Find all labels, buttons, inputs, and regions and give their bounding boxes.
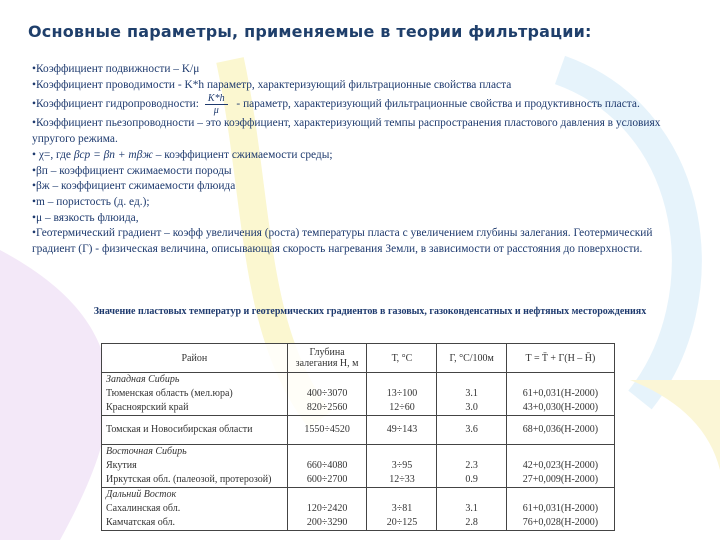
table-row <box>102 416 615 445</box>
table-cell: 2.3 <box>437 459 506 473</box>
table-row <box>102 387 615 401</box>
table-row <box>102 401 615 416</box>
table-cell <box>287 373 367 388</box>
transmissibility-label: •Коэффициент гидропроводности: <box>32 98 199 111</box>
compressibility-desc: – коэффициент сжимаемости среды; <box>152 148 333 161</box>
table-cell: Сахалинская обл. <box>102 502 288 516</box>
table-cell: 820÷2560 <box>287 401 367 416</box>
table-cell <box>367 488 437 503</box>
table-cell: 13÷100 <box>367 387 437 401</box>
table-caption: Значение пластовых температур и геотермических градиентов в газовых, газоконденсатных и нефтяных месторождениях <box>93 306 647 317</box>
table-cell <box>287 488 367 503</box>
table-cell: 3÷81 <box>367 502 437 516</box>
table-cell: 600÷2700 <box>287 473 367 488</box>
fluid-compressibility-line: •βж – коэффициент сжимаемости флюида <box>32 180 236 193</box>
column-header: Глубина залегания Н, м <box>287 344 367 373</box>
rock-compressibility-line: •βп – коэффициент сжимаемости породы <box>32 164 232 177</box>
table-group-row <box>102 488 615 503</box>
table-row <box>102 502 615 516</box>
table-cell: Томская и Новосибирская области <box>102 416 288 445</box>
table-cell: 0.9 <box>437 473 506 488</box>
viscosity-line: •μ – вязкость флюида, <box>32 211 139 224</box>
table-cell: 3.6 <box>437 416 506 445</box>
table-cell: 3.0 <box>437 401 506 416</box>
page-title: Основные параметры, применяемые в теории фильтрации: <box>28 22 592 41</box>
transmissibility-desc: - параметр, характеризующий фильтрационные свойства и продуктивность пласта. <box>233 98 640 111</box>
table-cell <box>437 488 506 503</box>
table-cell: 61+0,031(Н-2000) <box>506 387 614 401</box>
porosity-line: •m – пористость (д. ед.); <box>32 195 150 208</box>
table-cell <box>506 445 614 460</box>
table-cell: Красноярский край <box>102 401 288 416</box>
table-cell: 76+0,028(Н-2000) <box>506 516 614 531</box>
table-group-row <box>102 445 615 460</box>
table-cell: 12÷33 <box>367 473 437 488</box>
table-cell: 3÷95 <box>367 459 437 473</box>
table-cell: 27+0,009(Н-2000) <box>506 473 614 488</box>
table-cell <box>367 373 437 388</box>
table-cell <box>506 373 614 388</box>
geothermal-table <box>101 343 615 531</box>
region-group: Дальний Восток <box>102 488 288 503</box>
conductivity-line <box>32 78 692 94</box>
table-cell: 1550÷4520 <box>287 416 367 445</box>
column-header: Т, °С <box>367 344 437 373</box>
table-cell: 49÷143 <box>367 416 437 445</box>
table-cell: 400÷3070 <box>287 387 367 401</box>
column-header: Г, °С/100м <box>437 344 506 373</box>
table-cell: 200÷3290 <box>287 516 367 531</box>
table-cell <box>506 488 614 503</box>
table-cell: 3.1 <box>437 387 506 401</box>
geothermal-line: •Геотермический градиент – коэфф увеличения (роста) температуры пласта с увеличением глубины залегания. Геотермический градиент (Г) - физическая величина, описывающая скорость нагревания Земли, в зависимости от расстояния до поверхности. <box>32 227 653 256</box>
fraction-numerator: K*h <box>205 93 228 105</box>
conductivity-desc: параметр, характеризующий фильтрационные свойства пласта <box>204 78 512 91</box>
region-group: Восточная Сибирь <box>102 445 288 460</box>
table-cell: 42+0,023(Н-2000) <box>506 459 614 473</box>
formula-fraction <box>205 93 228 116</box>
chi-label: • χ=, где <box>32 148 74 161</box>
table-cell: Камчатская обл. <box>102 516 288 531</box>
table-cell: Тюменская область (мел.юра) <box>102 387 288 401</box>
table-cell: 2.8 <box>437 516 506 531</box>
piezo-line: •Коэффициент пьезопроводности – это коэффициент, характеризующий темпы распространения пластового давления в условиях упругого режима. <box>32 117 661 146</box>
table-cell: Иркутская обл. (палеозой, протерозой) <box>102 473 288 488</box>
table-cell <box>287 445 367 460</box>
beta-formula: βср = βп + mβж <box>73 148 153 161</box>
table-cell: 61+0,031(Н-2000) <box>506 502 614 516</box>
table-row <box>102 473 615 488</box>
transmissibility-line <box>32 93 692 116</box>
parameter-list <box>32 62 692 258</box>
table-cell: 43+0,030(Н-2000) <box>506 401 614 416</box>
table-cell <box>367 445 437 460</box>
table-cell: 20÷125 <box>367 516 437 531</box>
table-cell: 3.1 <box>437 502 506 516</box>
table-cell: 12÷60 <box>367 401 437 416</box>
table-group-row <box>102 373 615 388</box>
table-cell <box>437 445 506 460</box>
column-header: Район <box>102 344 288 373</box>
table-cell: Якутия <box>102 459 288 473</box>
table-cell: 68+0,036(Н-2000) <box>506 416 614 445</box>
conductivity-label: •Коэффициент проводимости - K*h <box>32 78 205 91</box>
mobility-line: •Коэффициент подвижности – K/μ <box>32 63 200 75</box>
table-cell: 660÷4080 <box>287 459 367 473</box>
compressibility-line <box>32 148 692 164</box>
table-cell: 120÷2420 <box>287 502 367 516</box>
column-header: T = T̄ + Г(Н – H̄) <box>506 344 614 373</box>
table-row <box>102 459 615 473</box>
table-cell <box>437 373 506 388</box>
region-group: Западная Сибирь <box>102 373 288 388</box>
fraction-denominator: μ <box>213 105 219 117</box>
table-row <box>102 516 615 531</box>
